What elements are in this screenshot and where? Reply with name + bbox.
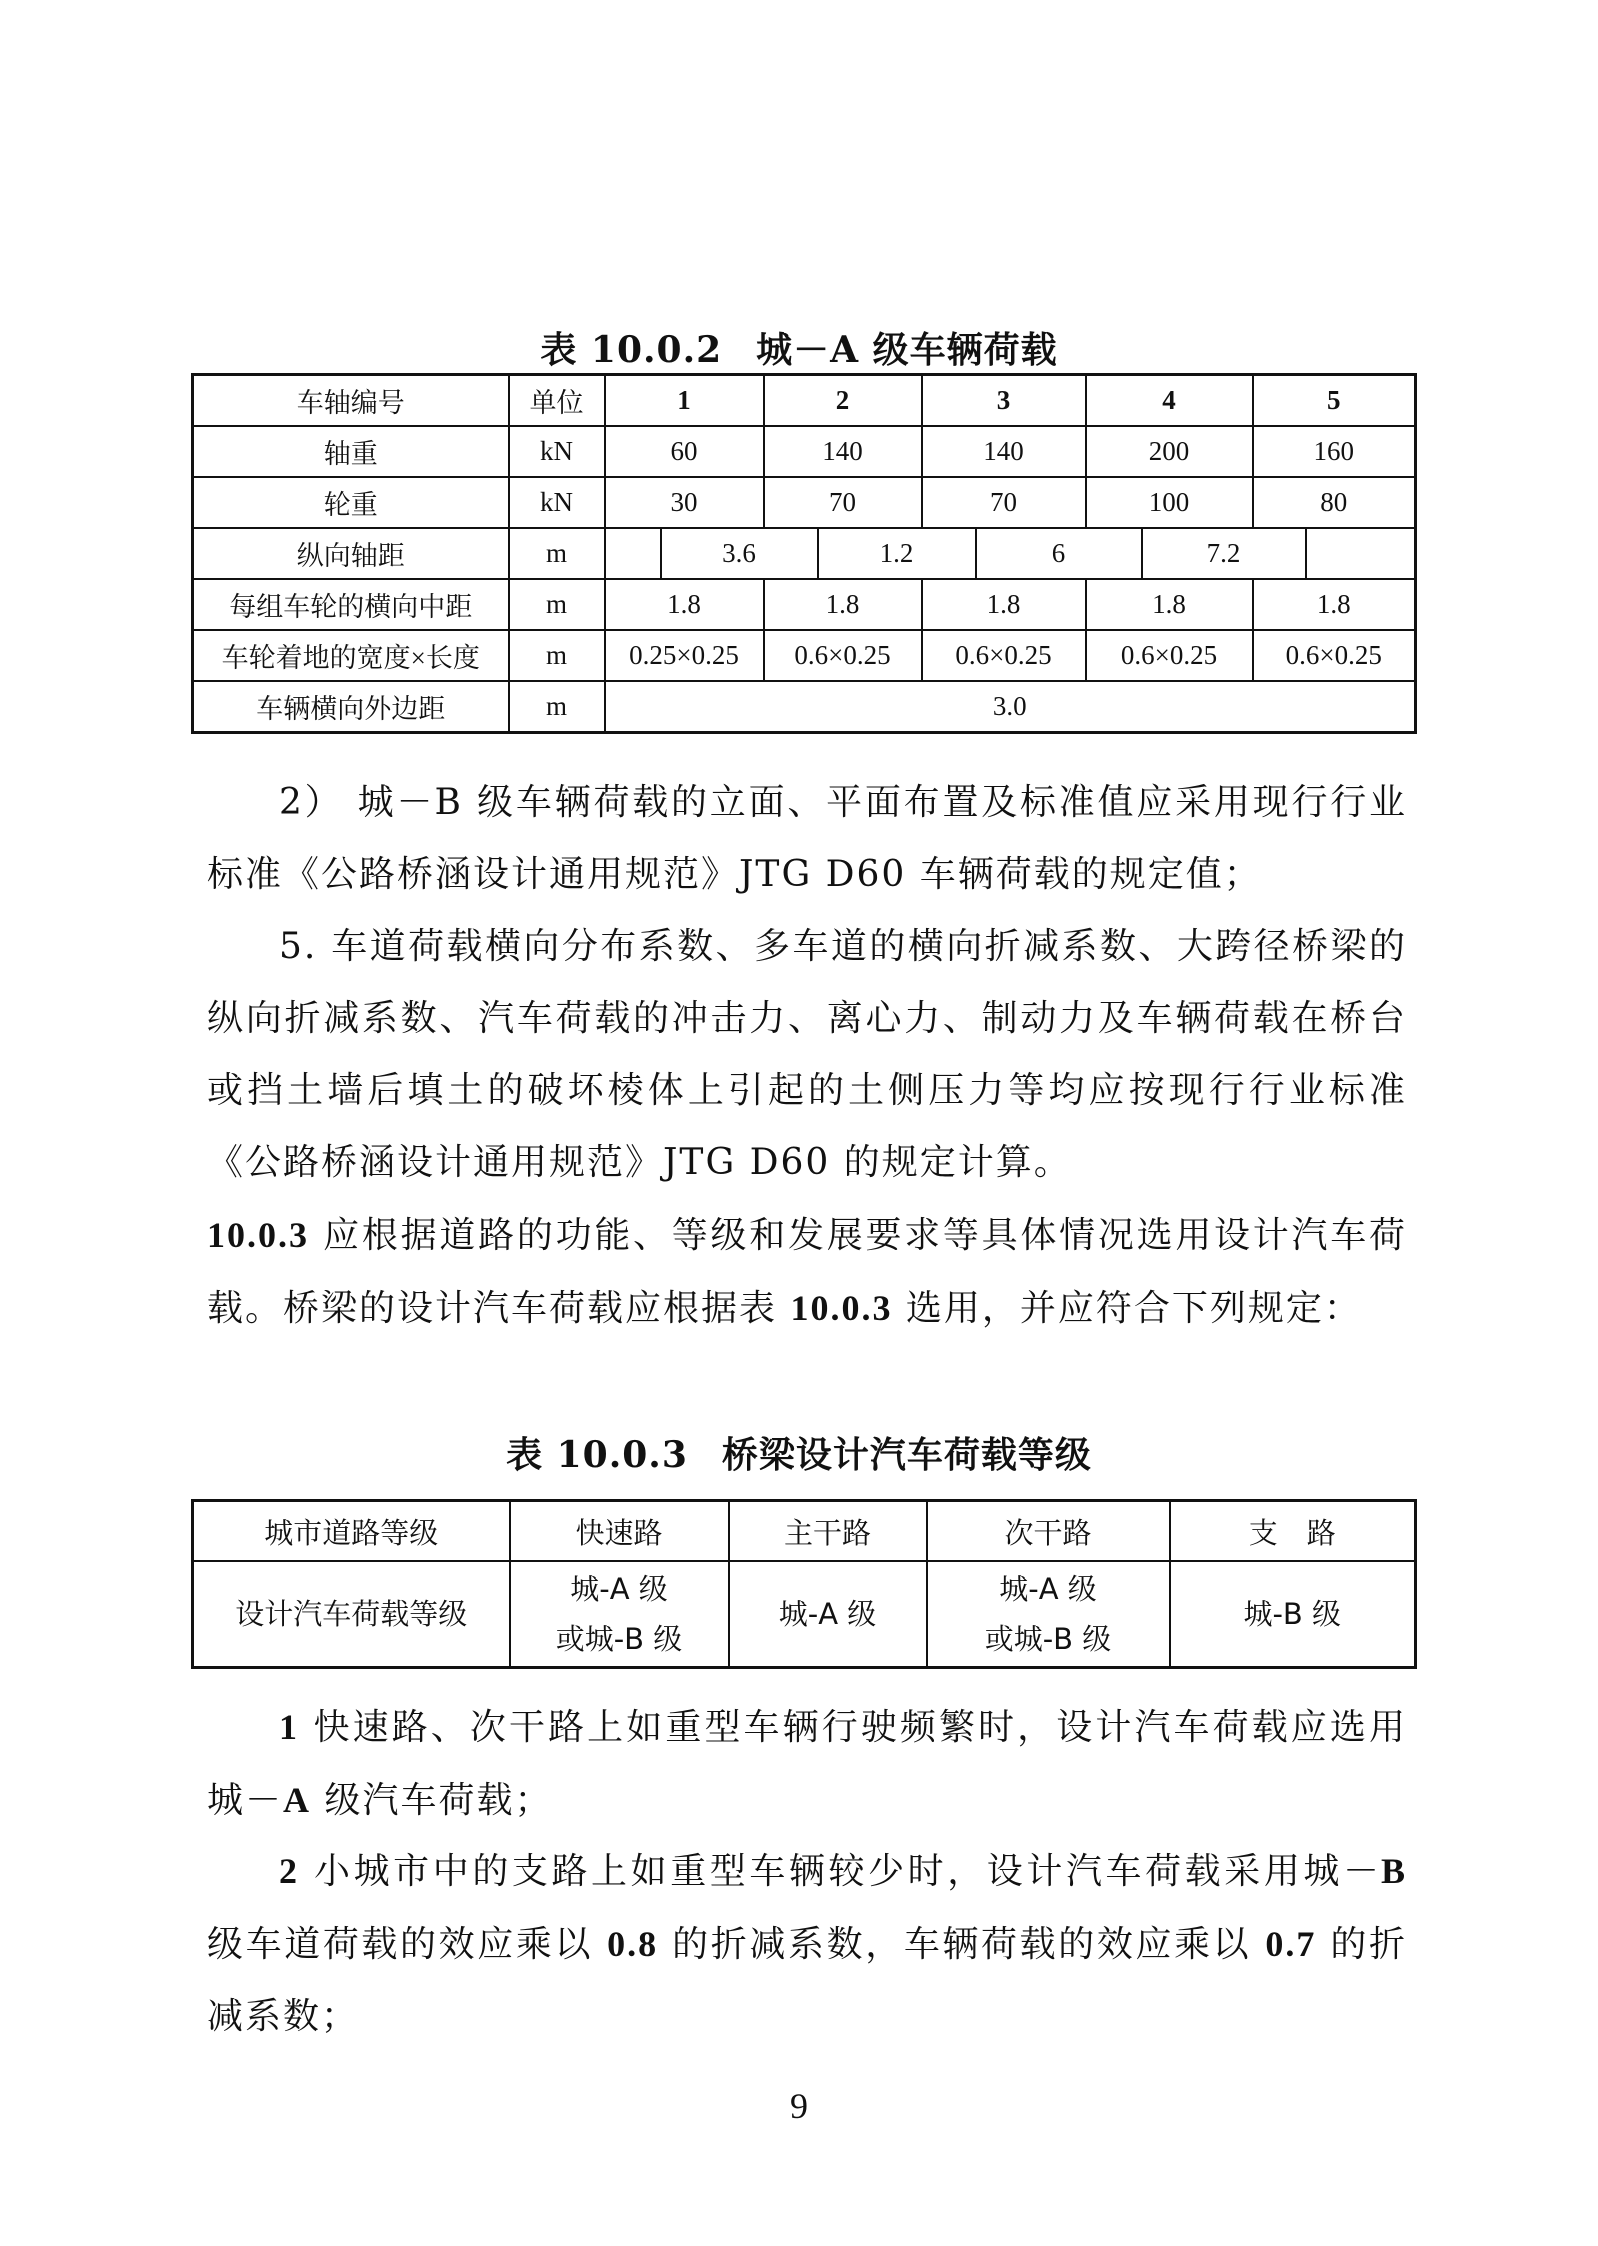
clause-number: 10.0.3 <box>207 1215 309 1255</box>
table-row <box>193 477 1416 528</box>
table-cell: 1.8 <box>1253 579 1416 630</box>
cell-line: 城-A 级 <box>999 1572 1097 1606</box>
table1-header-cell: 4 <box>1086 375 1253 427</box>
table-cell: 140 <box>922 426 1086 477</box>
table-cell: 0.6×0.25 <box>1086 630 1253 681</box>
table-cell: 3.0 <box>605 681 1416 733</box>
table1-header-cell: 车轴编号 <box>193 375 509 427</box>
table-cell <box>1170 1561 1416 1668</box>
item-2 <box>207 1835 1407 2053</box>
row-label: 轴重 <box>193 426 509 477</box>
cell-line: 城-B 级 <box>1243 1597 1342 1631</box>
table-cell <box>510 1561 729 1668</box>
table-cell: 0.6×0.25 <box>764 630 922 681</box>
table1-header-cell: 2 <box>764 375 922 427</box>
table1-header-cell: 5 <box>1253 375 1416 427</box>
table-cell: 0.6×0.25 <box>922 630 1086 681</box>
bridge-load-grade-table <box>191 1499 1417 1669</box>
table-cell: 1.8 <box>605 579 764 630</box>
table-cell: 160 <box>1253 426 1416 477</box>
table2-caption <box>0 1427 1598 1478</box>
item-text: 级车道荷载的效应乘以 <box>207 1924 608 1965</box>
table-cell: 0.6×0.25 <box>1253 630 1416 681</box>
item-text-bold: 0.8 <box>607 1924 659 1964</box>
table2-header-cell: 主干路 <box>729 1501 927 1562</box>
row-label: 车轮着地的宽度×长度 <box>193 630 509 681</box>
row-label: 每组车轮的横向中距 <box>193 579 509 630</box>
table-reference: 10.0.3 <box>790 1288 893 1328</box>
table2-caption-title: 桥梁设计汽车荷载等级 <box>721 1434 1092 1476</box>
item-text-bold: A <box>283 1780 312 1820</box>
table-cell: 140 <box>764 426 922 477</box>
table-cell: 70 <box>764 477 922 528</box>
cell-line: 或城-B 级 <box>555 1622 683 1656</box>
cell-line: 城-A 级 <box>570 1572 668 1606</box>
row-label: 纵向轴距 <box>193 528 509 579</box>
item-text: 级汽车荷载； <box>311 1780 553 1821</box>
row-label: 车辆横向外边距 <box>193 681 509 733</box>
table1-caption-number: 表 10.0.2 <box>540 329 723 371</box>
table-cell: 1.8 <box>1086 579 1253 630</box>
table-row <box>193 630 1416 681</box>
item-text: 快速路、次干路上如重型车辆行驶频繁时，设计汽车荷载应选用城－ <box>207 1707 1407 1821</box>
table-cell: 6 <box>976 528 1142 579</box>
row-unit: m <box>509 528 605 579</box>
item-number: 1 <box>279 1707 299 1747</box>
table-cell: 200 <box>1086 426 1253 477</box>
table-cell-empty <box>1306 528 1416 579</box>
table1-header-row <box>193 375 1416 427</box>
vehicle-load-table <box>191 373 1417 734</box>
table1-caption-title: 城－A 级车辆荷载 <box>756 329 1058 371</box>
table2-header-cell: 快速路 <box>510 1501 729 1562</box>
row-label: 轮重 <box>193 477 509 528</box>
table1-caption <box>0 322 1598 373</box>
table-cell: 1.8 <box>922 579 1086 630</box>
table-cell: 1.2 <box>818 528 976 579</box>
table-row <box>193 1561 1416 1668</box>
row-unit: kN <box>509 477 605 528</box>
table-cell: 1.8 <box>764 579 922 630</box>
table-cell: 60 <box>605 426 764 477</box>
item-text: 小城市中的支路上如重型车辆较少时，设计汽车荷载采用城－ <box>299 1851 1381 1892</box>
table1-header-cell: 单位 <box>509 375 605 427</box>
paragraph-city-b-load: 2） 城－B 级车辆荷载的立面、平面布置及标准值应采用现行行业标准《公路桥涵设计通用规范》JTG D60 车辆荷载的规定值； <box>207 782 1407 895</box>
clause-text: 选用，并应符合下列规定： <box>892 1288 1362 1329</box>
item-text: 的折减系数，车辆荷载的效应乘以 <box>658 1924 1266 1965</box>
table-row <box>193 579 1416 630</box>
item-text-bold: B <box>1380 1851 1407 1891</box>
row-label: 设计汽车荷载等级 <box>193 1561 510 1668</box>
cell-line: 城-A 级 <box>778 1597 877 1631</box>
table-cell: 100 <box>1086 477 1253 528</box>
table2-header-row <box>193 1501 1416 1562</box>
item-text: 的折减系数； <box>207 1924 1407 2037</box>
table-cell: 7.2 <box>1142 528 1306 579</box>
table2-header-cell: 次干路 <box>927 1501 1170 1562</box>
item-1 <box>207 1691 1407 1837</box>
item-text-bold: 0.7 <box>1265 1924 1317 1964</box>
row-unit: kN <box>509 426 605 477</box>
table-cell: 30 <box>605 477 764 528</box>
paragraph-lane-factors: 5. 车道荷载横向分布系数、多车道的横向折减系数、大跨径桥梁的纵向折减系数、汽车荷载的冲击力、离心力、制动力及车辆荷载在桥台或挡土墙后填土的破坏棱体上引起的土侧压力等均应按现行行业标准《公路桥涵设计通用规范》JTG D60 的规定计算。 <box>207 926 1407 1183</box>
table2-caption-number: 表 10.0.3 <box>506 1434 688 1476</box>
row-unit: m <box>509 579 605 630</box>
table-cell: 0.25×0.25 <box>605 630 764 681</box>
row-unit: m <box>509 630 605 681</box>
table-cell: 70 <box>922 477 1086 528</box>
table-row <box>193 681 1416 733</box>
table-cell <box>729 1561 927 1668</box>
table-cell: 3.6 <box>661 528 818 579</box>
table-cell: 80 <box>1253 477 1416 528</box>
cell-line: 或城-B 级 <box>984 1622 1112 1656</box>
page-number: 9 <box>790 2086 808 2126</box>
table-row-axle-spacing <box>193 528 1416 579</box>
item-number: 2 <box>279 1851 299 1891</box>
table1-header-cell: 1 <box>605 375 764 427</box>
table-row <box>193 426 1416 477</box>
clause-text: 应根据道路的功能、等级和发展要求等具体情况选用设计汽车荷载。桥梁的设计汽车荷载应根据表 <box>207 1215 1407 1329</box>
table1-header-cell: 3 <box>922 375 1086 427</box>
table2-header-cell: 支 路 <box>1170 1501 1416 1562</box>
table-cell-empty <box>605 528 661 579</box>
table2-header-cell: 城市道路等级 <box>193 1501 510 1562</box>
table-cell <box>927 1561 1170 1668</box>
row-unit: m <box>509 681 605 733</box>
clause-10-0-3 <box>207 1199 1407 1345</box>
